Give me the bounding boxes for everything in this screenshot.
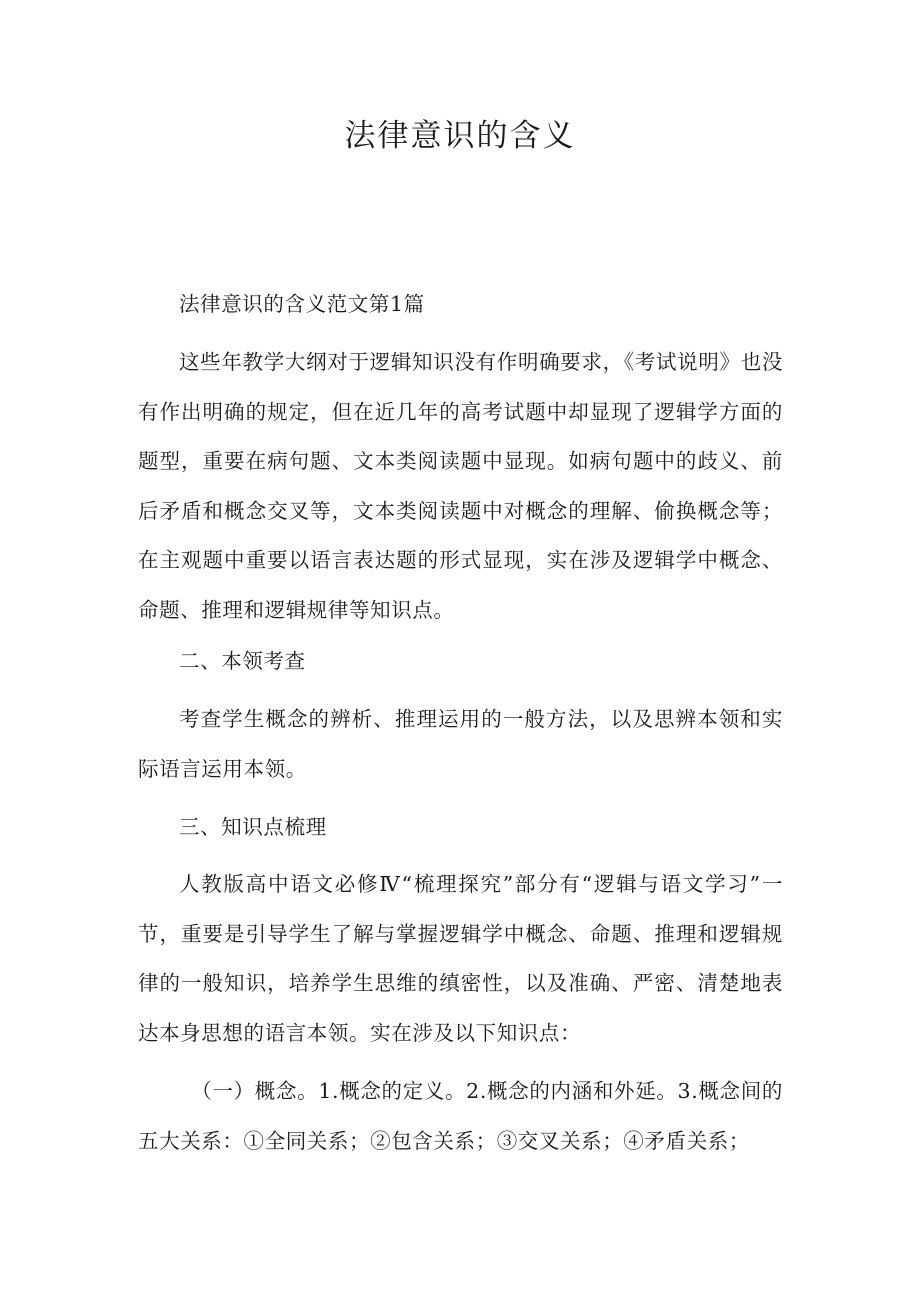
document-title: 法律意识的含义 [344, 118, 576, 154]
heading-knowledge-points: 三、知识点梳理 [179, 815, 327, 839]
paragraph-knowledge-points: 人教版高中语文必修Ⅳ“梳理探究”部分有“逻辑与语文学习”一节，重要是引导学生了解与掌握逻辑学中概念、命题、推理和逻辑规律的一般知识，培养学生思维的缜密性，以及准确、严密、清楚地表达本身思想的语言本领。实在涉及以下知识点： [138, 872, 783, 1045]
paragraph-intro: 这些年教学大纲对于逻辑知识没有作明确要求，《考试说明》也没有作出明确的规定，但在近几年的高考试题中却显现了逻辑学方面的题型，重要在病句题、文本类阅读题中显现。如病句题中的歧义、前后矛盾和概念交叉等，文本类阅读题中对概念的理解、偷换概念等；在主观题中重要以语言表达题的形式显现，实在涉及逻辑学中概念、命题、推理和逻辑规律等知识点。 [138, 350, 783, 622]
section-subtitle: 法律意识的含义范文第1篇 [179, 292, 425, 316]
heading-ability-assessment: 二、本领考查 [179, 649, 306, 673]
paragraph-ability-assessment: 考查学生概念的辨析、推理运用的一般方法，以及思辨本领和实际语言运用本领。 [138, 707, 783, 781]
paragraph-concept-list: （一）概念。1.概念的定义。2.概念的内涵和外延。3.概念间的五大关系：①全同关系；②包含关系；③交叉关系；④矛盾关系； [138, 1079, 783, 1153]
